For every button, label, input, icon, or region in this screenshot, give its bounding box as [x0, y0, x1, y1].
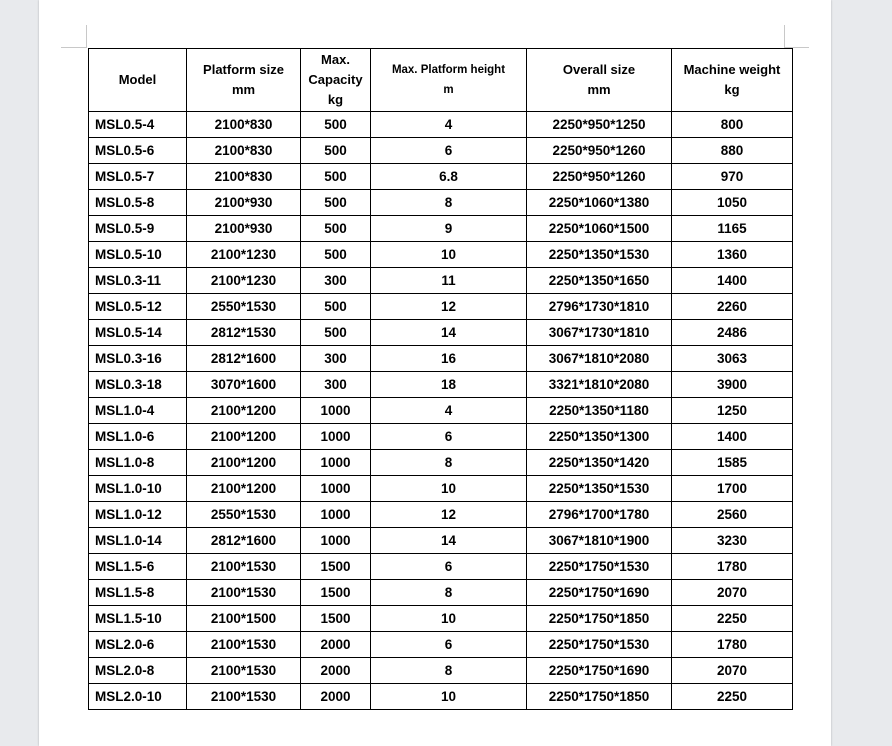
- machine-weight-cell: 1400: [672, 268, 793, 294]
- platform-size-cell: 2100*830: [187, 164, 301, 190]
- overall-size-cell: 2250*1350*1650: [527, 268, 672, 294]
- overall-size-cell: 2250*950*1260: [527, 138, 672, 164]
- platform-size-cell: 3070*1600: [187, 372, 301, 398]
- table-row: [89, 242, 793, 268]
- table-row: [89, 268, 793, 294]
- max-capacity-cell: 1000: [301, 502, 371, 528]
- table-row: [89, 606, 793, 632]
- overall-size-cell: 2250*1060*1380: [527, 190, 672, 216]
- max-capacity-cell: 500: [301, 216, 371, 242]
- header-machine-weight-unit: kg: [724, 82, 740, 97]
- platform-size-cell: 2550*1530: [187, 502, 301, 528]
- max-capacity-cell: 500: [301, 112, 371, 138]
- table-row: [89, 424, 793, 450]
- max-platform-height-cell: 10: [371, 476, 527, 502]
- document-page: [39, 0, 831, 746]
- overall-size-cell: 2250*1750*1690: [527, 580, 672, 606]
- machine-weight-cell: 1250: [672, 398, 793, 424]
- max-capacity-cell: 1000: [301, 398, 371, 424]
- machine-weight-cell: 1400: [672, 424, 793, 450]
- header-overall-size: [527, 49, 672, 112]
- platform-size-cell: 2812*1600: [187, 346, 301, 372]
- max-platform-height-cell: 14: [371, 320, 527, 346]
- machine-weight-cell: 1165: [672, 216, 793, 242]
- table-row: [89, 502, 793, 528]
- overall-size-cell: 3067*1810*1900: [527, 528, 672, 554]
- platform-size-cell: 2100*930: [187, 190, 301, 216]
- machine-weight-cell: 800: [672, 112, 793, 138]
- max-capacity-cell: 1500: [301, 606, 371, 632]
- machine-weight-cell: 970: [672, 164, 793, 190]
- overall-size-cell: 3067*1730*1810: [527, 320, 672, 346]
- table-row: [89, 684, 793, 710]
- platform-size-cell: 2100*1200: [187, 476, 301, 502]
- header-platform-size-unit: mm: [231, 82, 256, 97]
- table-row: [89, 372, 793, 398]
- max-capacity-cell: 300: [301, 372, 371, 398]
- overall-size-cell: 2250*1750*1850: [527, 606, 672, 632]
- machine-weight-cell: 1585: [672, 450, 793, 476]
- max-platform-height-cell: 12: [371, 502, 527, 528]
- machine-weight-cell: 1780: [672, 632, 793, 658]
- platform-size-cell: 2100*1500: [187, 606, 301, 632]
- platform-size-cell: 2100*1530: [187, 580, 301, 606]
- platform-size-cell: 2812*1600: [187, 528, 301, 554]
- platform-size-cell: 2100*1230: [187, 268, 301, 294]
- max-capacity-cell: 300: [301, 268, 371, 294]
- max-platform-height-cell: 6: [371, 138, 527, 164]
- max-capacity-cell: 2000: [301, 632, 371, 658]
- machine-weight-cell: 2250: [672, 606, 793, 632]
- max-platform-height-cell: 12: [371, 294, 527, 320]
- model-cell: MSL0.5-7: [89, 164, 187, 190]
- margin-corner-mark-left-v: [86, 25, 87, 48]
- model-cell: MSL1.0-14: [89, 528, 187, 554]
- overall-size-cell: 2250*1750*1690: [527, 658, 672, 684]
- table-row: [89, 476, 793, 502]
- max-platform-height-cell: 11: [371, 268, 527, 294]
- model-cell: MSL0.5-6: [89, 138, 187, 164]
- overall-size-cell: 2250*1350*1530: [527, 476, 672, 502]
- table-row: [89, 138, 793, 164]
- model-cell: MSL2.0-8: [89, 658, 187, 684]
- max-platform-height-cell: 6: [371, 424, 527, 450]
- table-row: [89, 554, 793, 580]
- table-row: [89, 528, 793, 554]
- machine-weight-cell: 2070: [672, 658, 793, 684]
- max-platform-height-cell: 8: [371, 658, 527, 684]
- max-capacity-cell: 500: [301, 190, 371, 216]
- max-platform-height-cell: 18: [371, 372, 527, 398]
- max-platform-height-cell: 10: [371, 684, 527, 710]
- overall-size-cell: 2250*950*1260: [527, 164, 672, 190]
- table-row: [89, 450, 793, 476]
- max-capacity-cell: 1000: [301, 528, 371, 554]
- overall-size-cell: 2796*1730*1810: [527, 294, 672, 320]
- max-capacity-cell: 1500: [301, 554, 371, 580]
- table-row: [89, 658, 793, 684]
- overall-size-cell: 2250*1060*1500: [527, 216, 672, 242]
- max-capacity-cell: 300: [301, 346, 371, 372]
- machine-weight-cell: 1360: [672, 242, 793, 268]
- max-platform-height-cell: 6: [371, 632, 527, 658]
- machine-weight-cell: 3230: [672, 528, 793, 554]
- model-cell: MSL0.5-9: [89, 216, 187, 242]
- platform-size-cell: 2100*1530: [187, 684, 301, 710]
- model-cell: MSL1.0-8: [89, 450, 187, 476]
- header-max-capacity-unit: kg: [327, 92, 344, 107]
- margin-corner-mark-right-v: [784, 25, 785, 48]
- model-cell: MSL0.3-11: [89, 268, 187, 294]
- table-row: [89, 346, 793, 372]
- max-capacity-cell: 500: [301, 242, 371, 268]
- platform-size-cell: 2100*830: [187, 112, 301, 138]
- header-overall-size-label: Overall size: [562, 62, 636, 77]
- machine-weight-cell: 3063: [672, 346, 793, 372]
- model-cell: MSL1.0-12: [89, 502, 187, 528]
- overall-size-cell: 3321*1810*2080: [527, 372, 672, 398]
- max-platform-height-cell: 10: [371, 606, 527, 632]
- max-platform-height-cell: 8: [371, 580, 527, 606]
- model-cell: MSL2.0-6: [89, 632, 187, 658]
- header-model-label: Model: [118, 72, 157, 87]
- overall-size-cell: 2250*1750*1530: [527, 632, 672, 658]
- machine-weight-cell: 2260: [672, 294, 793, 320]
- platform-size-cell: 2100*1200: [187, 424, 301, 450]
- machine-weight-cell: 2070: [672, 580, 793, 606]
- header-max-capacity: [301, 49, 371, 112]
- machine-weight-cell: 3900: [672, 372, 793, 398]
- max-capacity-cell: 500: [301, 294, 371, 320]
- max-capacity-cell: 2000: [301, 684, 371, 710]
- model-cell: MSL0.5-4: [89, 112, 187, 138]
- machine-weight-cell: 880: [672, 138, 793, 164]
- overall-size-cell: 2250*1350*1300: [527, 424, 672, 450]
- overall-size-cell: 2250*1750*1530: [527, 554, 672, 580]
- overall-size-cell: 2250*1350*1420: [527, 450, 672, 476]
- max-capacity-cell: 2000: [301, 658, 371, 684]
- platform-size-cell: 2100*1200: [187, 450, 301, 476]
- header-max-platform-height: [371, 49, 527, 112]
- overall-size-cell: 2250*1350*1180: [527, 398, 672, 424]
- table-row: [89, 190, 793, 216]
- machine-weight-cell: 1050: [672, 190, 793, 216]
- table-row: [89, 164, 793, 190]
- platform-size-cell: 2100*1200: [187, 398, 301, 424]
- table-row: [89, 294, 793, 320]
- machine-weight-cell: 2250: [672, 684, 793, 710]
- table-row: [89, 632, 793, 658]
- max-capacity-cell: 500: [301, 164, 371, 190]
- overall-size-cell: 3067*1810*2080: [527, 346, 672, 372]
- table-row: [89, 580, 793, 606]
- header-max-platform-height-unit: m: [443, 84, 454, 96]
- table-body: [89, 112, 793, 710]
- max-platform-height-cell: 4: [371, 398, 527, 424]
- margin-corner-mark-left-h: [61, 47, 86, 48]
- max-platform-height-cell: 8: [371, 450, 527, 476]
- max-capacity-cell: 1000: [301, 476, 371, 502]
- model-cell: MSL1.5-6: [89, 554, 187, 580]
- max-platform-height-cell: 10: [371, 242, 527, 268]
- header-machine-weight-label: Machine weight: [683, 62, 781, 77]
- max-platform-height-cell: 6.8: [371, 164, 527, 190]
- max-capacity-cell: 1500: [301, 580, 371, 606]
- platform-size-cell: 2100*930: [187, 216, 301, 242]
- model-cell: MSL1.0-6: [89, 424, 187, 450]
- table-row: [89, 398, 793, 424]
- max-platform-height-cell: 6: [371, 554, 527, 580]
- model-cell: MSL1.5-10: [89, 606, 187, 632]
- max-platform-height-cell: 14: [371, 528, 527, 554]
- overall-size-cell: 2796*1700*1780: [527, 502, 672, 528]
- max-platform-height-cell: 8: [371, 190, 527, 216]
- header-max-capacity-line2: Capacity: [308, 72, 363, 87]
- overall-size-cell: 2250*950*1250: [527, 112, 672, 138]
- platform-size-cell: 2100*830: [187, 138, 301, 164]
- model-cell: MSL1.0-4: [89, 398, 187, 424]
- model-cell: MSL0.5-12: [89, 294, 187, 320]
- header-machine-weight: [672, 49, 793, 112]
- machine-weight-cell: 2486: [672, 320, 793, 346]
- model-cell: MSL0.3-16: [89, 346, 187, 372]
- spec-table: [88, 48, 793, 710]
- max-capacity-cell: 1000: [301, 424, 371, 450]
- header-overall-size-unit: mm: [587, 82, 611, 97]
- platform-size-cell: 2100*1530: [187, 554, 301, 580]
- table-row: [89, 216, 793, 242]
- platform-size-cell: 2100*1230: [187, 242, 301, 268]
- table-header-row: [89, 49, 793, 112]
- platform-size-cell: 2550*1530: [187, 294, 301, 320]
- model-cell: MSL0.5-10: [89, 242, 187, 268]
- max-platform-height-cell: 4: [371, 112, 527, 138]
- max-capacity-cell: 500: [301, 320, 371, 346]
- max-capacity-cell: 1000: [301, 450, 371, 476]
- header-platform-size-label: Platform size: [203, 62, 284, 77]
- machine-weight-cell: 1780: [672, 554, 793, 580]
- max-capacity-cell: 500: [301, 138, 371, 164]
- header-max-platform-height-label: Max. Platform height: [391, 64, 506, 76]
- header-platform-size: [187, 49, 301, 112]
- model-cell: MSL1.0-10: [89, 476, 187, 502]
- platform-size-cell: 2100*1530: [187, 658, 301, 684]
- overall-size-cell: 2250*1350*1530: [527, 242, 672, 268]
- model-cell: MSL1.5-8: [89, 580, 187, 606]
- max-platform-height-cell: 9: [371, 216, 527, 242]
- machine-weight-cell: 2560: [672, 502, 793, 528]
- platform-size-cell: 2100*1530: [187, 632, 301, 658]
- overall-size-cell: 2250*1750*1850: [527, 684, 672, 710]
- model-cell: MSL0.3-18: [89, 372, 187, 398]
- table-row: [89, 320, 793, 346]
- platform-size-cell: 2812*1530: [187, 320, 301, 346]
- header-max-capacity-line1: Max.: [321, 52, 350, 67]
- model-cell: MSL2.0-10: [89, 684, 187, 710]
- model-cell: MSL0.5-8: [89, 190, 187, 216]
- table-row: [89, 112, 793, 138]
- machine-weight-cell: 1700: [672, 476, 793, 502]
- model-cell: MSL0.5-14: [89, 320, 187, 346]
- header-model: [89, 49, 187, 112]
- max-platform-height-cell: 16: [371, 346, 527, 372]
